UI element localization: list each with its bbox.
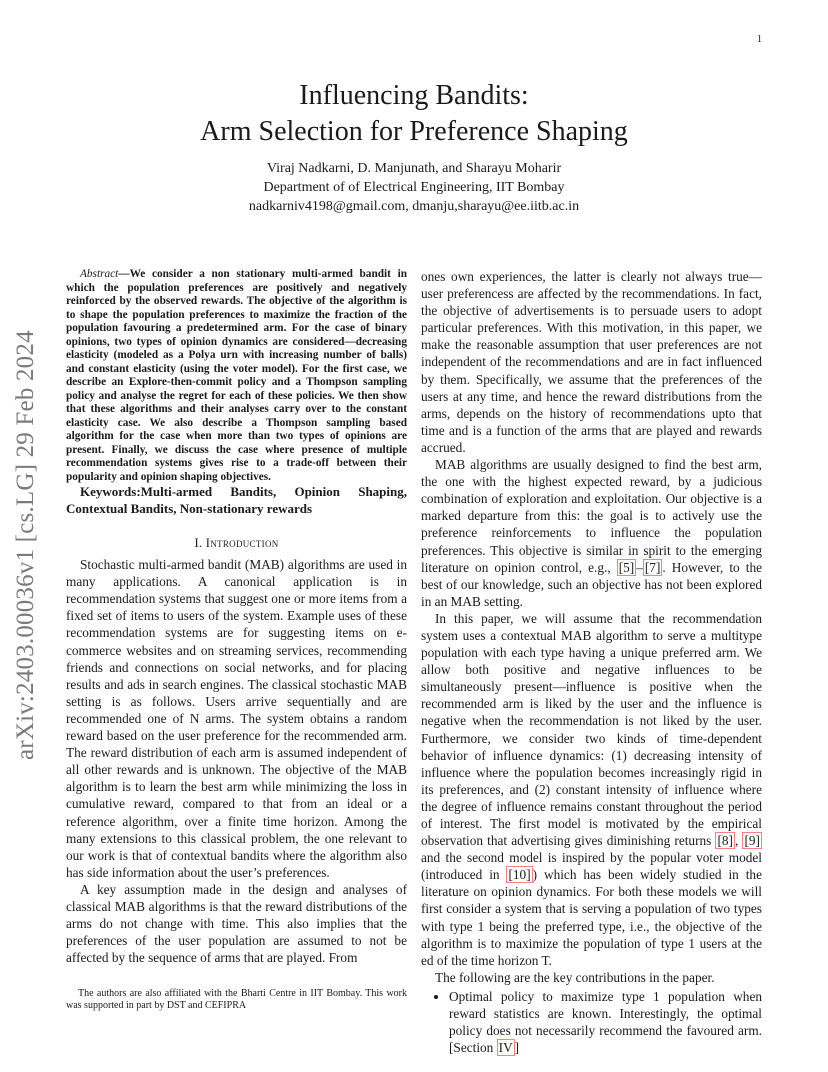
- section-link-iv[interactable]: IV: [498, 1040, 513, 1056]
- paragraph-text: and the second model is inspired by the popular voter model (introduced in: [421, 850, 762, 883]
- footnote-text: The authors are also affiliated with the Bharti Centre in IIT Bombay. This work was supported in part by DST and CEFIPRA: [66, 988, 407, 1011]
- section-heading: [66, 535, 407, 552]
- contributions-list: [421, 988, 762, 1056]
- citation-link-10[interactable]: [10]: [508, 867, 531, 883]
- abstract: [66, 268, 407, 484]
- paragraph-text: In this paper, we will assume that the recommendation system uses a contextual MAB algorithm to serve a multitype population with each type having a unique preferred arm. We allow both positive and negative influences to be simultaneously present—influence is positive when the recommended arm is liked by the user and the influence is negative when the recommendation is not liked by the user. Furthermore, we consider two kinds of time-dependent behavior of influence dynamics: (1) decreasing intensity of influence where the population becomes increasingly rigid in its preferences, and (2) constant intensity of influence where the degree of influence remains constant throughout the period of interest. The first model is motivated by the empirical observation that advertising gives diminishing returns: [421, 610, 762, 849]
- intro-paragraph-1: Stochastic multi-armed bandit (MAB) algorithms are used in many applications. A canonical application is in recommendation systems that suggest one or more items from a fixed set of items to users of the system. Example uses of these recommendation systems are for suggesting items on e-commerce websites and on streaming services, recommending friends and connections on social networks, and for placing results and ads in search engines. The classical stochastic MAB setting is as follows. Users arrive sequentially and are recommended one of N arms. The system obtains a random reward based on the user preference for the recommended arm. The reward distribution of each arm is assumed independent of all other rewards and is unknown. The objective of the MAB algorithm is to learn the best arm while minimizing the loss in cumulative reward, compared to that from an ideal or a reference algorithm, over a finite time horizon. Among the many extensions to this classical problem, the one relevant to our work is that of contextual bandits where the algorithm also has side information about the user’s preferences.: [66, 557, 407, 880]
- paragraph-text: ,: [735, 833, 743, 849]
- right-column: [421, 268, 762, 1056]
- section-number: I.: [194, 536, 203, 550]
- citation-link-8[interactable]: [8]: [717, 833, 733, 849]
- right-paragraph-1: ones own experiences, the latter is clearly not always true—user preferencess are affected by the recommendations. In fact, the objective of advertisements is to persuade users to adopt particular preferences. With this motivation, in this paper, we make the reasonable assumption that user preferences are not independent of the recommendations and are in fact influenced by them. Specifically, we assume that the preferences of the users at any time, and hence the reward distributions from the arms, depends on the history of recommendations upto that time and is a function of the arms that are played and rewards accrued.: [421, 269, 762, 455]
- paragraph-text: –: [636, 559, 643, 575]
- arxiv-stamp: arXiv:2403.00036v1 [cs.LG] 29 Feb 2024: [12, 330, 39, 760]
- author-emails: nadkarniv4198@gmail.com, dmanju,sharayu@ee.iitb.ac.in: [248, 199, 580, 214]
- author-affiliation: Department of of Electrical Engineering, IIT Bombay: [263, 180, 565, 195]
- right-paragraph-4: The following are the key contributions in the paper.: [435, 969, 715, 985]
- title-line-1: Influencing Bandits:: [299, 80, 529, 111]
- abstract-label: Abstract: [80, 268, 119, 280]
- paragraph-text: MAB algorithms are usually designed to find the best arm, the one with the highest expected reward, by a judicious combination of exploration and exploitation. Our objective is a marked departure from this: the goal is to actively use the preference reinforcements to influence the population preferences. This objective is similar in spirit to the emerging literature on opinion control, e.g.,: [421, 457, 762, 575]
- section-title: Introduction: [205, 536, 279, 550]
- right-paragraph-2: [421, 456, 762, 610]
- author-names: Viraj Nadkarni, D. Manjunath, and Sharayu Moharir: [266, 161, 562, 176]
- right-paragraph-3: [421, 610, 762, 969]
- contribution-text: Optimal policy to maximize type 1 population when reward statistics are known. Interestingly, the optimal policy does not necessarily recommend the favoured arm. [Section: [449, 988, 762, 1056]
- page-number: 1: [757, 34, 762, 45]
- footnote: [66, 988, 407, 1012]
- left-column: [66, 268, 407, 966]
- paragraph-text: ) which has been widely studied in the literature on opinion dynamics. For both these models we will first consider a system that is serving a population of two types with type 1 being the preferred type, i.e., the objective of the algorithm is to maximize the population of type 1 users at the ed of the time horizon T.: [421, 867, 762, 968]
- abstract-text: —We consider a non stationary multi-armed bandit in which the population preferences are positively and negatively reinforced by the observed rewards. The objective of the algorithm is to shape the population preferences to maximize the fraction of the population favouring a predetermined arm. For the case of binary opinions, two types of opinion dynamics are considered—decreasing elasticity (modeled as a Polya urn with increasing number of balls) and constant elasticity (using the voter model). For the first case, we describe an Explore-then-commit policy and a Thompson sampling policy and analyse the regret for each of these policies. We then show that these algorithms and their analyses carry over to the constant elasticity case. We also describe a Thompson sampling based algorithm for the case when more than two types of opinions are present. Finally, we discuss the case where presence of multiple recommendation systems gives rise to a trade-off between their popularity and opinion shaping objectives.: [66, 268, 407, 483]
- citation-link-7[interactable]: [7]: [644, 559, 661, 575]
- citation-link-5[interactable]: [5]: [618, 559, 635, 575]
- paragraph-text: . However, to the best of our knowledge, such an objective has not been explored in an MAB setting.: [421, 559, 762, 609]
- contribution-item: [449, 988, 762, 1056]
- keywords: Keywords:Multi-armed Bandits, Opinion Shaping, Contextual Bandits, Non-stationary rewards: [66, 484, 407, 516]
- author-block: [0, 159, 828, 216]
- intro-paragraph-2: A key assumption made in the design and analyses of classical MAB algorithms is that the reward distributions of the arms do not change with time. This also implies that the preferences of the user population are assumed to not be affected by the sequence of arms that are played. From: [66, 881, 407, 966]
- citation-link-9[interactable]: [9]: [744, 833, 760, 849]
- title-line-2: Arm Selection for Preference Shaping: [200, 116, 628, 147]
- paper-title: [0, 78, 828, 150]
- contribution-text: ]: [514, 1040, 520, 1056]
